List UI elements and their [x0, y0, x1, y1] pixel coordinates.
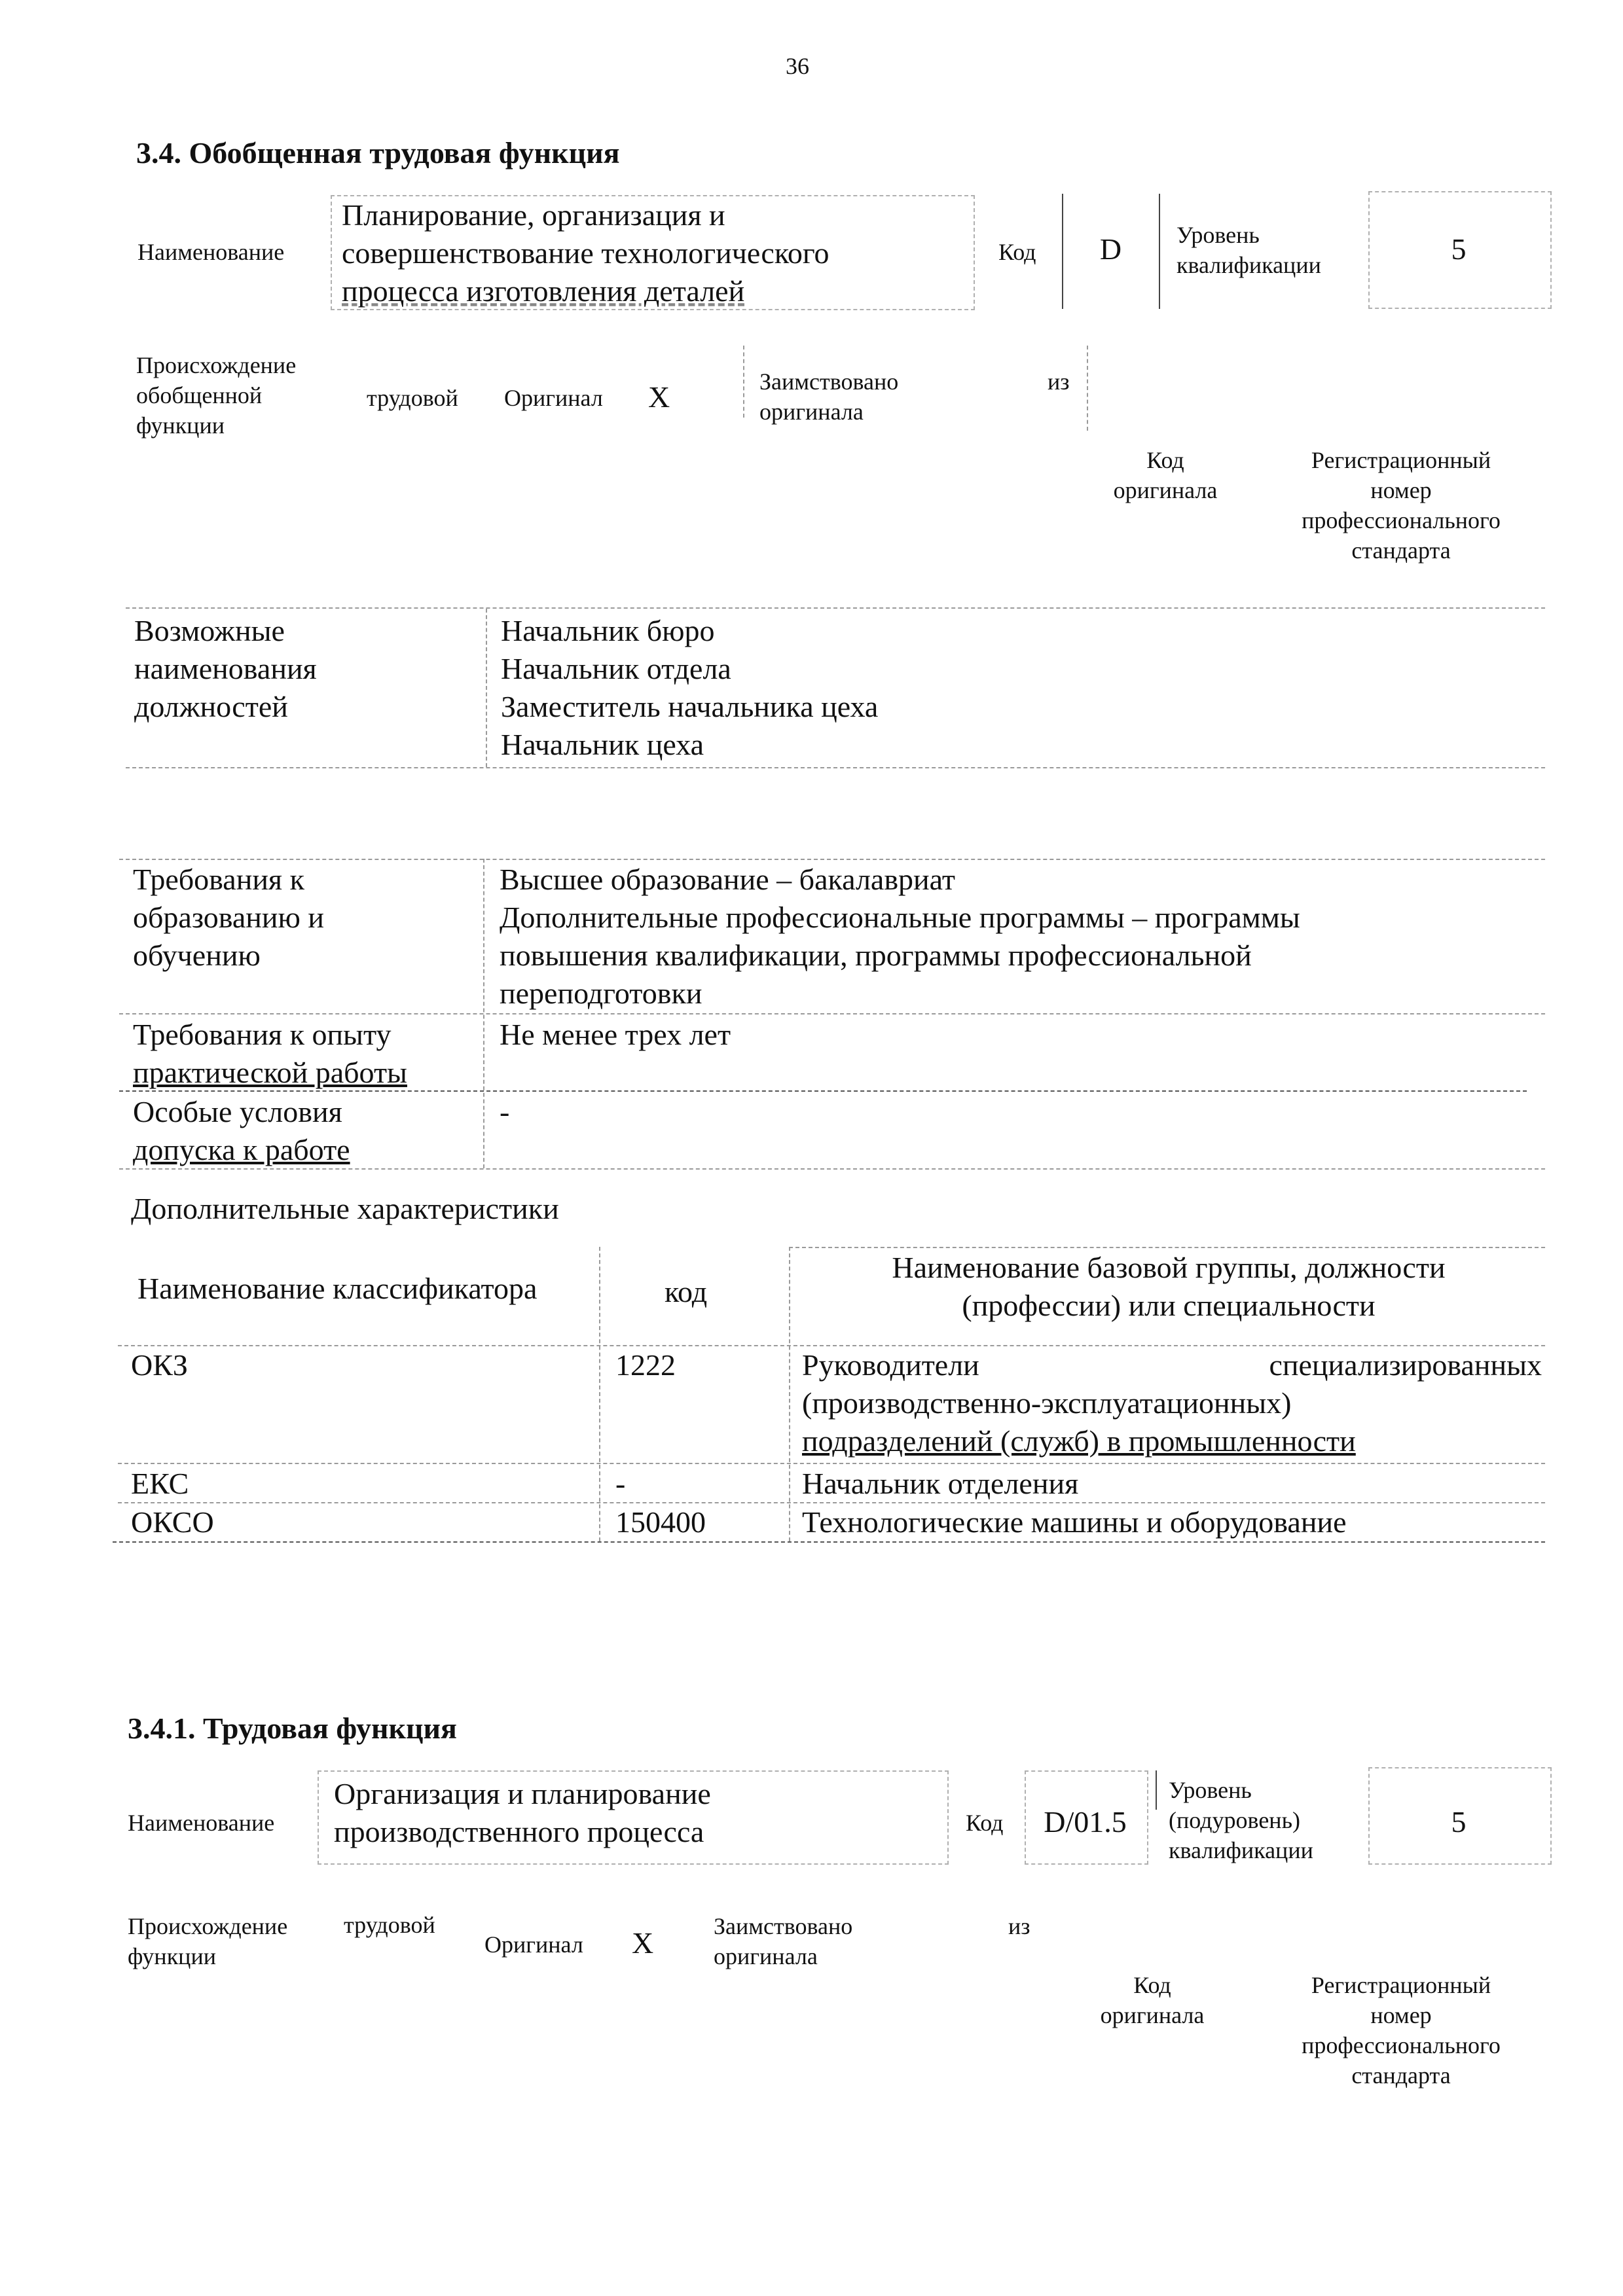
req-divider [483, 859, 484, 1168]
list-item: Начальник отдела [501, 652, 731, 685]
borrowed-label: Заимствовано оригинала [714, 1913, 853, 1969]
origin-label: Происхождение обобщенной функции [136, 352, 297, 439]
original-label: Оригинал [504, 385, 603, 411]
additional-title: Дополнительные характеристики [131, 1192, 559, 1225]
table-row-code: 150400 [615, 1505, 706, 1539]
function-name: Организация и планирование производственного процесса [334, 1777, 711, 1848]
name-label: Наименование [128, 1810, 275, 1836]
code-label: Код [998, 239, 1036, 265]
positions-top-rule [126, 607, 1545, 609]
original-mark: X [632, 1926, 654, 1960]
origin-divider-1 [743, 346, 744, 418]
positions-list [501, 612, 878, 764]
origin-label-word: трудовой [367, 385, 458, 411]
header-group: Наименование базовой группы, должности (профессии) или специальности [892, 1251, 1446, 1322]
level-label: Уровень (подуровень) квалификации [1169, 1777, 1313, 1863]
level-value: 5 [1451, 232, 1467, 266]
borrowed-from: из [1048, 368, 1070, 395]
positions-divider [486, 609, 487, 767]
code-value: D [1099, 232, 1122, 266]
education-label: Требования к образованию и обучению [133, 863, 324, 972]
experience-value: Не менее трех лет [500, 1018, 731, 1051]
table-row-group: Руководители специализированных (производственно-эксплуатационных) подразделений (служб) в промышленности [802, 1348, 1542, 1458]
classifier-bottom-rule [113, 1541, 1545, 1543]
table-row-group: Начальник отделения [802, 1467, 1079, 1500]
classifier-top-rule [789, 1247, 1545, 1248]
table-row-code: 1222 [615, 1348, 676, 1382]
reg-number-caption: Регистрационный номер профессионального стандарта [1302, 447, 1501, 564]
origin-label: Происхождение функции [128, 1913, 288, 1969]
positions-bottom-rule [126, 767, 1545, 768]
code-box-left [1062, 194, 1063, 309]
origin-divider-2 [1087, 346, 1088, 431]
list-item: Начальник цеха [501, 728, 704, 761]
level-value: 5 [1451, 1805, 1467, 1839]
function-name: Планирование, организация и совершенствование технологического процесса изготовления деталей [342, 198, 830, 308]
table-row-code: - [615, 1467, 626, 1500]
header-classifier: Наименование классификатора [137, 1272, 538, 1305]
original-mark: X [648, 380, 670, 414]
name-label: Наименование [137, 239, 285, 265]
req-rule-1 [119, 1013, 1545, 1014]
header-code: код [665, 1275, 708, 1308]
original-label: Оригинал [484, 1931, 583, 1958]
experience-label: Требования к опыту практической работы [133, 1018, 407, 1089]
table-row-group: Технологические машины и оборудование [802, 1505, 1347, 1539]
level-bracket [1156, 1770, 1157, 1810]
original-code-caption: Код оригинала [1113, 447, 1218, 503]
code-value: D/01.5 [1044, 1805, 1127, 1839]
special-conditions-label: Особые условия допуска к работе [133, 1095, 350, 1166]
education-value: Высшее образование – бакалавриат Дополнительные профессиональные программы – программы повышения квалификации, программы профессиональной переподготовки [500, 863, 1300, 1010]
special-conditions-value: - [500, 1095, 510, 1128]
code-box-right [1159, 194, 1160, 309]
table-row-classifier: ОКЗ [131, 1348, 188, 1382]
original-code-caption: Код оригинала [1100, 1972, 1205, 2028]
page-number: 36 [786, 53, 809, 79]
subsection-title: 3.4.1. Трудовая функция [128, 1712, 457, 1745]
positions-label: Возможные наименования должностей [134, 614, 317, 723]
reg-number-caption: Регистрационный номер профессионального стандарта [1302, 1972, 1501, 2089]
origin-label-word: трудовой [344, 1912, 435, 1938]
classifier-divider-2 [789, 1247, 790, 1541]
table-row-classifier: ОКСО [131, 1505, 214, 1539]
table-row-classifier: ЕКС [131, 1467, 189, 1500]
section-title: 3.4. Обобщенная трудовая функция [136, 136, 620, 170]
classifier-divider-1 [599, 1247, 600, 1541]
classifier-rule-1 [118, 1463, 1545, 1464]
list-item: Начальник бюро [501, 614, 715, 647]
borrowed-from: из [1008, 1913, 1030, 1939]
level-label: Уровень квалификации [1176, 222, 1321, 278]
code-label: Код [966, 1810, 1004, 1836]
req-top-rule [119, 859, 1545, 860]
borrowed-label: Заимствовано оригинала [759, 368, 899, 425]
list-item: Заместитель начальника цеха [501, 690, 879, 723]
